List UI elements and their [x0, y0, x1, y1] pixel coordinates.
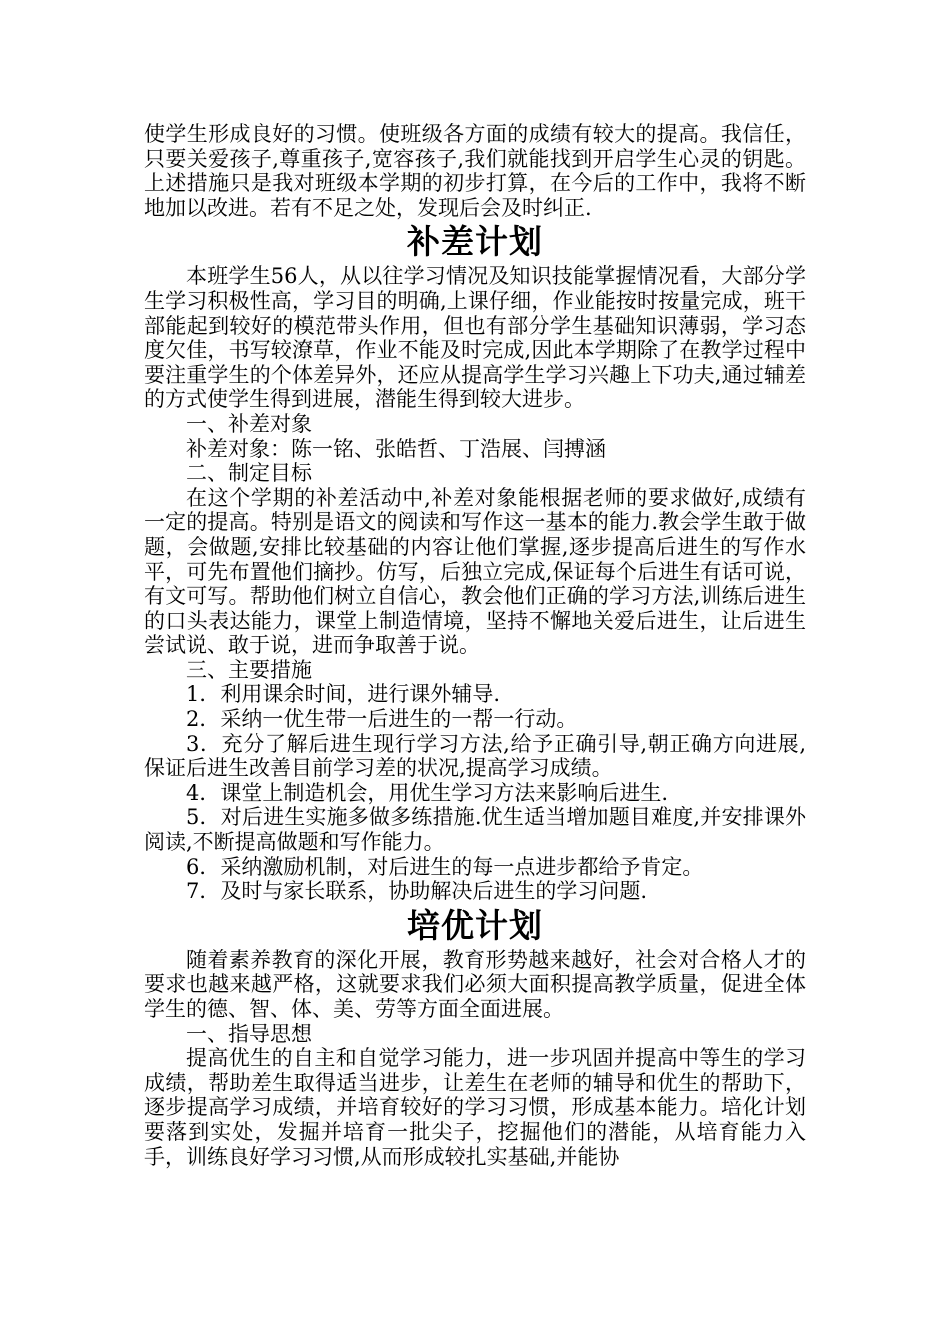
excellence-intro-paragraph: 随着素养教育的深化开展，教育形势越来越好，社会对合格人才的要求也越来越严格，这就要求我们必须大面积提高教学质量，促进全体学生的德、智、体、美、劳等方面全面进展。	[144, 947, 806, 1021]
measure-item: 7．及时与家长联系，协助解决后进生的学习问题.	[186, 879, 648, 904]
excellence-guidance-paragraph: 提高优生的自主和自觉学习能力，进一步巩固并提高中等生的学习成绩，帮助差生取得适当进步，让差生在老师的辅导和优生的帮助下，逐步提高学习成绩，并培育较好的学习习惯，形成基本能力。培化计划要落到实处，发掘并培育一批尖子，挖掘他们的潜能，从培育能力入手，训练良好学习习惯,从而形成较扎实基础,并能协	[144, 1046, 806, 1169]
section-title-excellence: 培优计划	[407, 905, 543, 945]
remedial-heading-goals: 二、制定目标	[186, 461, 312, 486]
remedial-heading-targets: 一、补差对象	[186, 411, 312, 436]
measure-item: 3．充分了解后进生现行学习方法,给予正确引导,朝正确方向进展,保证后进生改善目前学习差的状况,提高学习成绩。	[144, 731, 806, 781]
measure-item: 4．课堂上制造机会，用优生学习方法来影响后进生.	[186, 780, 669, 805]
remedial-targets-paragraph: 补差对象：陈一铭、张皓哲、丁浩展、闫搏涵	[186, 436, 606, 461]
measure-item: 5．对后进生实施多做多练措施.优生适当增加题目难度,并安排课外阅读,不断提高做题和写作能力。	[144, 805, 806, 855]
measure-item: 6．采纳激励机制，对后进生的每一点进步都给予肯定。	[186, 854, 704, 879]
measure-item: 1．利用课余时间，进行课外辅导.	[186, 682, 501, 707]
excellence-heading-guidance: 一、指导思想	[186, 1021, 312, 1046]
intro-tail-paragraph: 使学生形成良好的习惯。使班级各方面的成绩有较大的提高。我信任，只要关爱孩子,尊重孩子,宽容孩子,我们就能找到开启学生心灵的钥匙。上述措施只是我对班级本学期的初步打算，在今后的工作中，我将不断地加以改进。若有不足之处，发现后会及时纠正.	[144, 122, 806, 220]
measure-item: 2．采纳一优生带一后进生的一帮一行动。	[186, 707, 578, 732]
section-excellence-plan	[144, 904, 806, 1169]
section-title-remedial: 补差计划	[407, 222, 543, 262]
section-remedial-plan	[144, 220, 806, 903]
remedial-goals-paragraph: 在这个学期的补差活动中,补差对象能根据老师的要求做好,成绩有一定的提高。特别是语文的阅读和写作这一基本的能力.教会学生敢于做题，会做题,安排比较基础的内容让他们掌握,逐步提高后进生的写作水平，可先布置他们摘抄。仿写，后独立完成,保证每个后进生有话可说，有文可写。帮助他们树立自信心，教会他们正确的学习方法,训练后进生的口头表达能力，课堂上制造情境，坚持不懈地关爱后进生，让后进生尝试说、敢于说，进而争取善于说。	[144, 485, 806, 658]
remedial-heading-measures: 三、主要措施	[186, 657, 312, 682]
document-page	[144, 122, 806, 1169]
remedial-intro-paragraph: 本班学生56人，从以往学习情况及知识技能掌握情况看，大部分学生学习积极性高，学习目的明确,上课仔细，作业能按时按量完成，班干部能起到较好的模范带头作用，但也有部分学生基础知识薄弱，学习态度欠佳，书写较潦草，作业不能及时完成,因此本学期除了在教学过程中要注重学生的个体差异外，还应从提高学生学习兴趣上下功夫,通过辅差的方式使学生得到进展，潜能生得到较大进步。	[144, 264, 806, 412]
